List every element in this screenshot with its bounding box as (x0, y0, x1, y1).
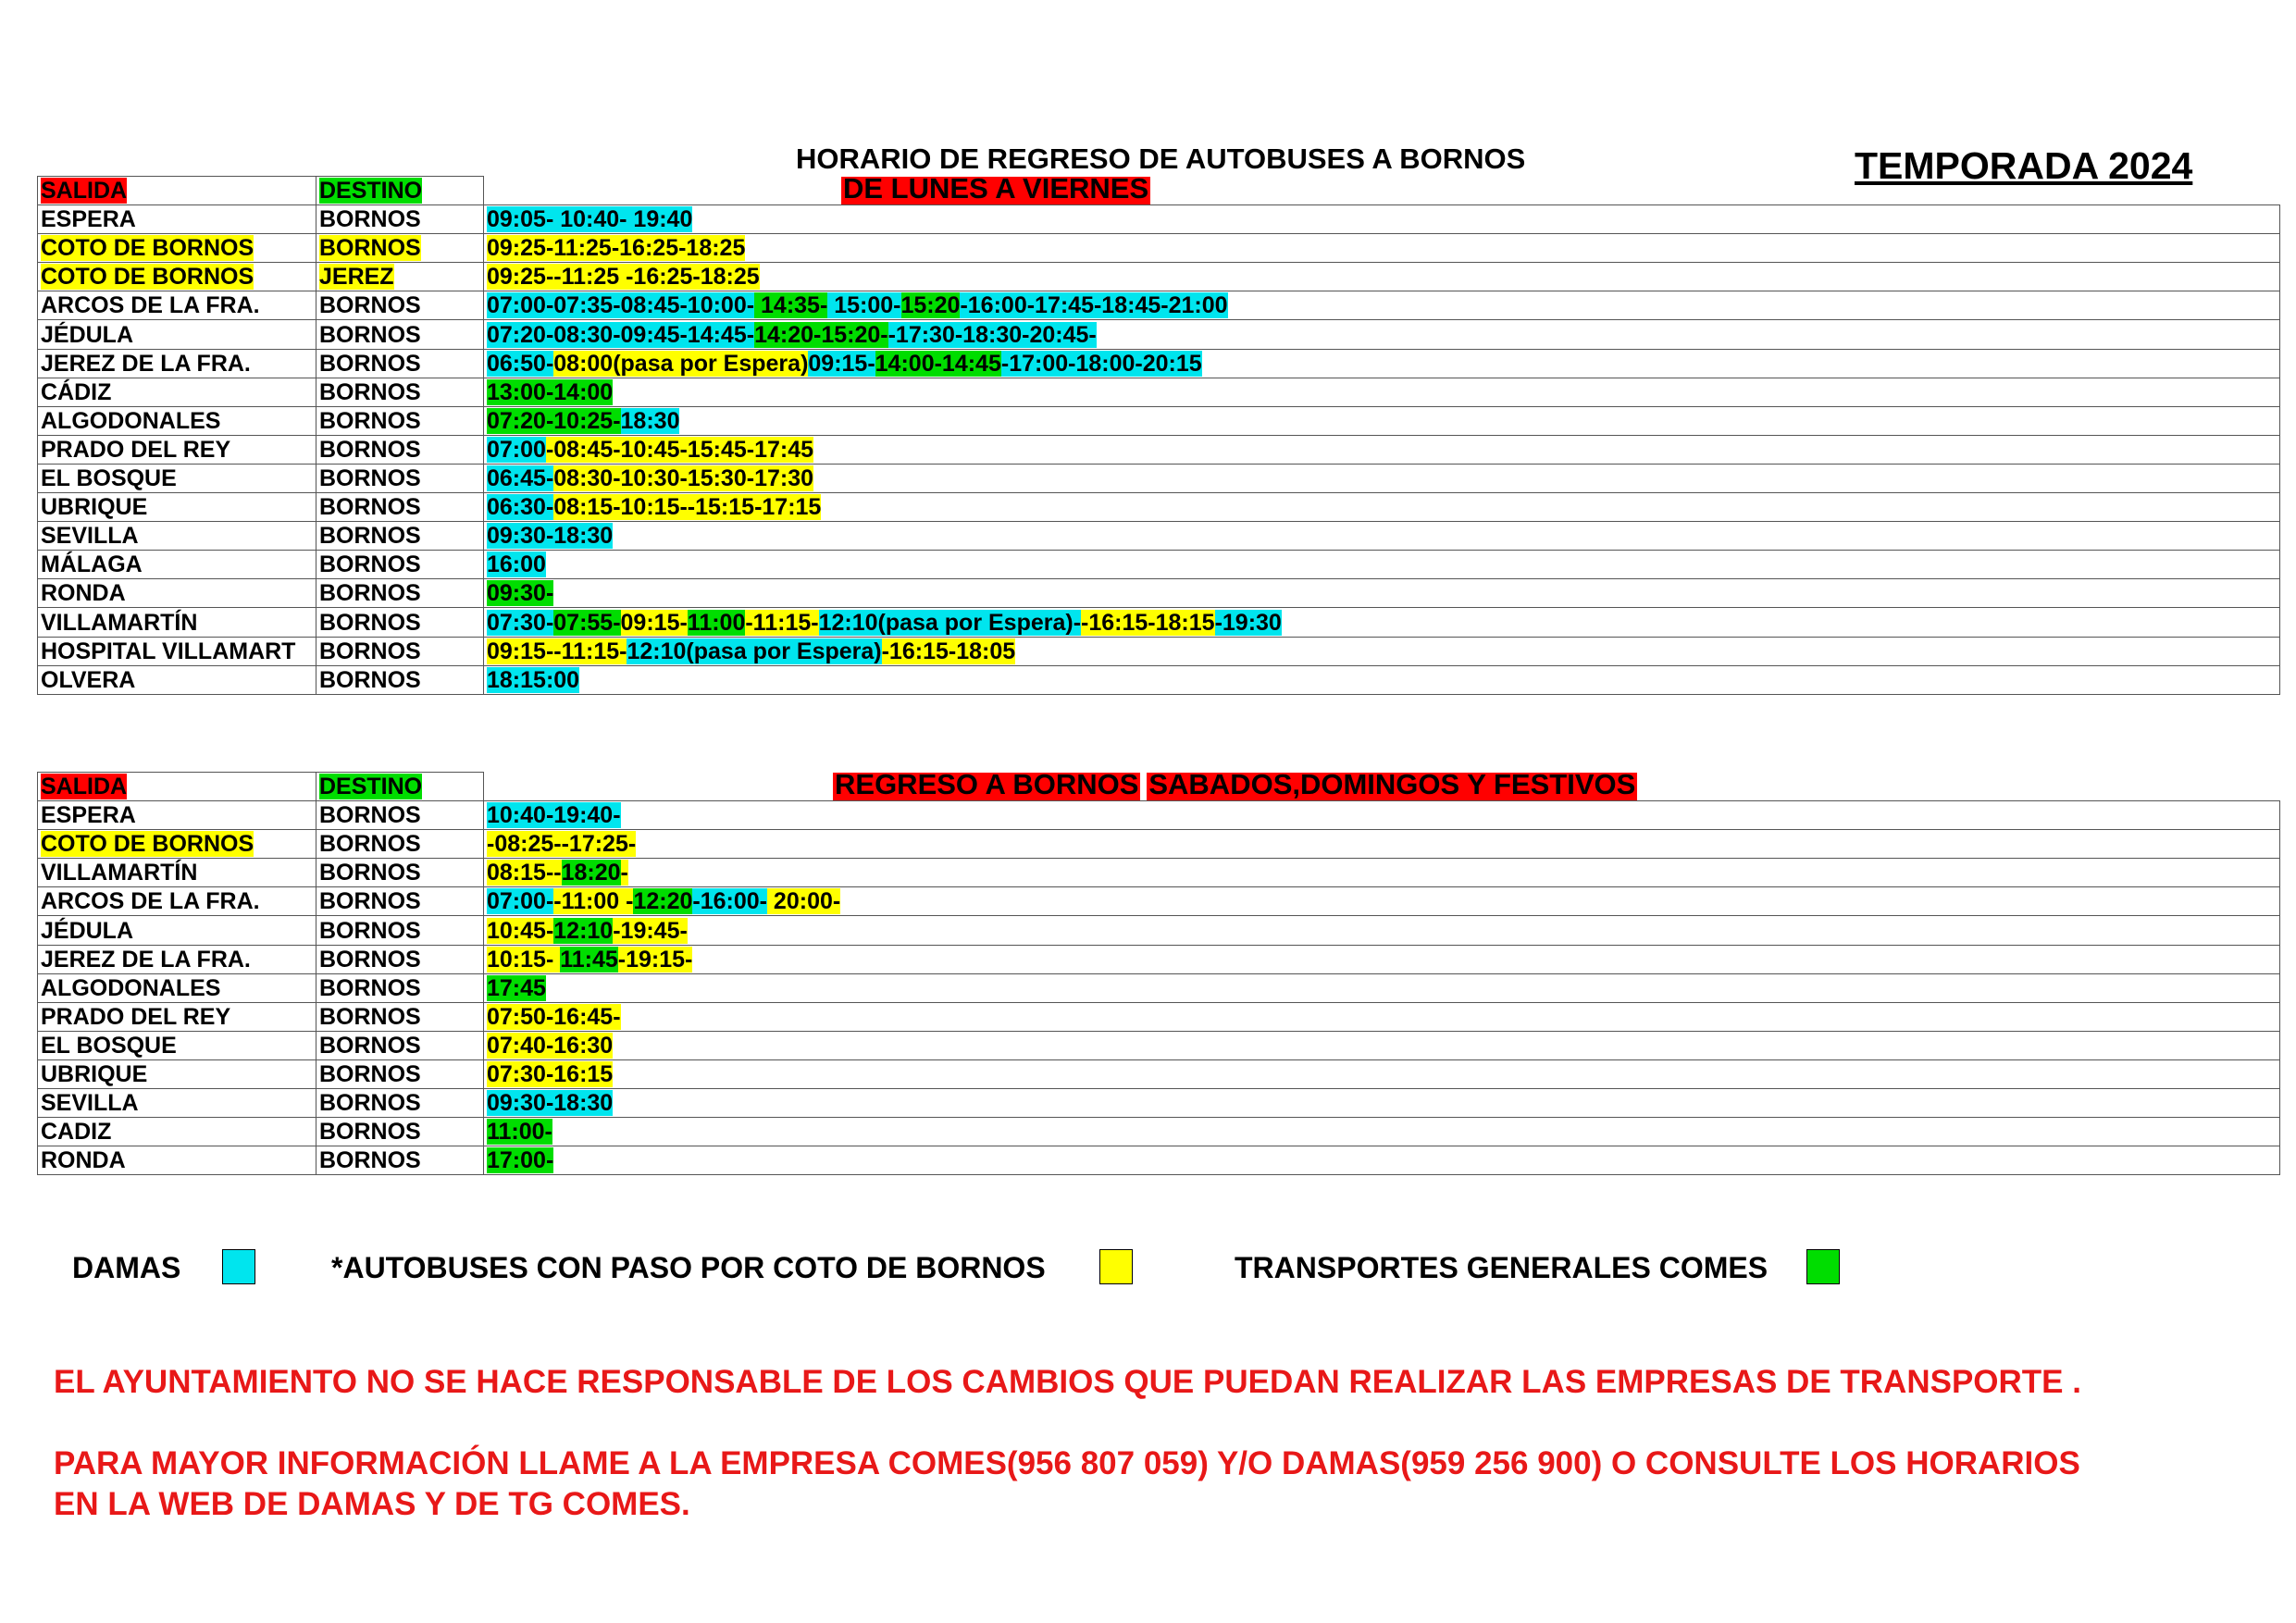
destination-cell: BORNOS (319, 206, 421, 233)
table-row (38, 945, 2280, 973)
disclaimer-note: EL AYUNTAMIENTO NO SE HACE RESPONSABLE DE LOS CAMBIOS QUE PUEDAN REALIZAR LAS EMPRESAS DE TRANSPORTE . (54, 1364, 2081, 1400)
times-cell (484, 1118, 2280, 1146)
time-segment: -08:45-10:45-15:45-17:45 (545, 436, 814, 463)
weekday-band: DE LUNES A VIERNES (841, 177, 1150, 205)
time-segment: -17:30-18:30-20:45- (887, 321, 1097, 348)
destination-cell: BORNOS (319, 1119, 421, 1146)
times-cell (484, 493, 2280, 522)
origin-cell: UBRIQUE (41, 494, 148, 521)
destination-cell: BORNOS (319, 580, 421, 607)
destination-cell: BORNOS (319, 1090, 421, 1117)
origin-cell: ALGODONALES (41, 407, 221, 434)
table-row (38, 887, 2280, 916)
time-segment: 07:00 (487, 436, 546, 463)
times-cell (484, 522, 2280, 551)
origin-cell: JÉDULA (41, 321, 134, 348)
time-segment: -16:00-17:45-18:45-21:00 (960, 292, 1228, 319)
time-segment: -11:00 - (553, 888, 634, 915)
table-row (38, 378, 2280, 406)
weekend-schedule-table (37, 772, 2280, 1175)
time-segment: 06:45- (487, 465, 554, 492)
destination-cell: BORNOS (319, 888, 421, 915)
destination-cell: BORNOS (319, 350, 421, 377)
destination-cell: BORNOS (319, 523, 421, 550)
times-cell (484, 1031, 2280, 1059)
origin-cell: VILLAMARTÍN (41, 609, 198, 636)
destination-cell: BORNOS (319, 860, 421, 886)
time-segment: 08:15-10:15--15:15-17:15 (553, 494, 822, 521)
time-segment: 07:20-08:30-09:45-14:45- (487, 321, 755, 348)
origin-cell: PRADO DEL REY (41, 436, 231, 463)
time-segment: 12:10(pasa por Espera)- (818, 609, 1082, 636)
table-row (38, 406, 2280, 435)
time-segment: 09:25-11:25-16:25-18:25 (487, 235, 746, 262)
origin-cell: ESPERA (41, 802, 136, 829)
time-segment: 10:45- (487, 917, 554, 944)
time-segment: 15:20 (900, 292, 961, 319)
times-cell (484, 1146, 2280, 1175)
time-segment: -16:00- (692, 888, 767, 915)
table-row (38, 320, 2280, 349)
time-segment: 07:20-10:25- (487, 407, 621, 434)
table-row (38, 801, 2280, 830)
weekday-schedule-table (37, 176, 2280, 695)
origin-cell: MÁLAGA (41, 551, 143, 578)
origin-cell: RONDA (41, 580, 126, 607)
destination-cell: BORNOS (319, 666, 421, 693)
destination-cell: BORNOS (319, 436, 421, 463)
destino-header: DESTINO (319, 774, 423, 800)
table-row (38, 205, 2280, 234)
time-segment: 09:15- (620, 609, 688, 636)
origin-cell: OLVERA (41, 666, 136, 693)
origin-cell: COTO DE BORNOS (41, 264, 254, 291)
legend-coto-swatch (1099, 1249, 1133, 1284)
table-row (38, 579, 2280, 608)
times-cell (484, 378, 2280, 406)
info-note-line-2: EN LA WEB DE DAMAS Y DE TG COMES. (54, 1486, 690, 1522)
destination-cell: BORNOS (319, 551, 421, 578)
table-header-row (38, 177, 2280, 205)
time-segment: 14:35- (754, 292, 828, 319)
table-row (38, 493, 2280, 522)
destination-cell: BORNOS (319, 638, 421, 664)
times-cell (484, 1002, 2280, 1031)
page-title: HORARIO DE REGRESO DE AUTOBUSES A BORNOS (796, 142, 1526, 175)
origin-cell: ESPERA (41, 206, 136, 233)
origin-cell: SEVILLA (41, 1090, 139, 1117)
destination-cell: BORNOS (319, 917, 421, 944)
time-segment: - (620, 860, 628, 886)
origin-cell: EL BOSQUE (41, 1032, 177, 1059)
time-segment: 08:30-10:30-15:30-17:30 (553, 465, 814, 492)
time-segment: 09:25--11:25 -16:25-18:25 (487, 264, 760, 291)
table-row (38, 1031, 2280, 1059)
time-segment: 08:00(pasa por Espera) (553, 350, 809, 377)
time-segment: 07:40-16:30 (487, 1032, 614, 1059)
time-segment: 09:30- (487, 580, 554, 607)
times-cell (484, 291, 2280, 320)
time-segment: 17:00- (487, 1147, 554, 1174)
destination-cell: BORNOS (319, 974, 421, 1001)
time-segment: 06:30- (487, 494, 554, 521)
time-segment: 09:15--11:15- (487, 638, 627, 664)
table-row (38, 1118, 2280, 1146)
time-segment: 16:00 (487, 551, 546, 578)
time-segment: 07:30- (487, 609, 554, 636)
origin-cell: PRADO DEL REY (41, 1003, 231, 1030)
salida-header: SALIDA (41, 178, 128, 204)
origin-cell: SEVILLA (41, 523, 139, 550)
origin-cell: CADIZ (41, 1119, 112, 1146)
times-cell (484, 320, 2280, 349)
times-cell (484, 1059, 2280, 1088)
time-segment: 09:15- (808, 350, 875, 377)
table-row (38, 435, 2280, 464)
legend-comes-swatch (1806, 1249, 1840, 1284)
legend-comes-label: TRANSPORTES GENERALES COMES (1235, 1251, 1769, 1284)
time-segment: 10:40-19:40- (487, 802, 621, 829)
table-row (38, 830, 2280, 859)
origin-cell: UBRIQUE (41, 1061, 148, 1088)
table-row (38, 973, 2280, 1002)
times-cell (484, 637, 2280, 665)
table-row (38, 464, 2280, 492)
destination-cell: BORNOS (319, 235, 421, 262)
time-segment: 12:10 (553, 917, 614, 944)
table-row (38, 637, 2280, 665)
times-cell (484, 234, 2280, 263)
destination-cell: BORNOS (319, 292, 421, 319)
time-segment: -16:15-18:05 (881, 638, 1016, 664)
legend-damas-swatch (222, 1249, 255, 1284)
times-cell (484, 887, 2280, 916)
origin-cell: JEREZ DE LA FRA. (41, 350, 251, 377)
times-cell (484, 801, 2280, 830)
origin-cell: JÉDULA (41, 917, 134, 944)
destination-cell: BORNOS (319, 802, 421, 829)
weekend-band-return: REGRESO A BORNOS (833, 773, 1140, 801)
times-cell (484, 973, 2280, 1002)
time-segment: -19:30 (1214, 609, 1282, 636)
time-segment: 18:30 (620, 407, 680, 434)
time-segment: 12:10(pasa por Espera) (627, 638, 882, 664)
time-segment: 07:00-07:35-08:45-10:00- (487, 292, 755, 319)
origin-cell: COTO DE BORNOS (41, 235, 254, 262)
times-cell (484, 830, 2280, 859)
time-segment: 18:15:00 (487, 666, 580, 693)
origin-cell: EL BOSQUE (41, 465, 177, 492)
table-row (38, 234, 2280, 263)
destination-cell: BORNOS (319, 1003, 421, 1030)
table-row (38, 1089, 2280, 1118)
table-row (38, 522, 2280, 551)
origin-cell: COTO DE BORNOS (41, 831, 254, 858)
times-cell (484, 1089, 2280, 1118)
time-segment: 20:00- (766, 888, 841, 915)
destination-cell: BORNOS (319, 494, 421, 521)
time-segment: 07:30-16:15 (487, 1061, 614, 1088)
origin-cell: ALGODONALES (41, 974, 221, 1001)
table-row (38, 1146, 2280, 1175)
time-segment: -11:15- (745, 609, 819, 636)
origin-cell: ARCOS DE LA FRA. (41, 292, 260, 319)
time-segment: 10:15- (487, 946, 561, 973)
times-cell (484, 349, 2280, 378)
table-row (38, 1002, 2280, 1031)
table-row (38, 916, 2280, 945)
time-segment: 14:00-14:45 (875, 350, 1001, 377)
destination-cell: BORNOS (319, 1147, 421, 1174)
table-row (38, 349, 2280, 378)
times-cell (484, 945, 2280, 973)
times-cell (484, 435, 2280, 464)
table-row (38, 551, 2280, 579)
table-row (38, 263, 2280, 291)
times-cell (484, 551, 2280, 579)
destination-cell: BORNOS (319, 465, 421, 492)
times-cell (484, 579, 2280, 608)
time-segment: 12:20 (633, 888, 693, 915)
salida-header: SALIDA (41, 774, 128, 800)
times-cell (484, 665, 2280, 694)
origin-cell: JEREZ DE LA FRA. (41, 946, 251, 973)
destination-cell: BORNOS (319, 946, 421, 973)
destination-cell: BORNOS (319, 321, 421, 348)
time-segment: 07:55- (553, 609, 621, 636)
times-cell (484, 406, 2280, 435)
times-cell (484, 916, 2280, 945)
destination-cell: JEREZ (319, 264, 394, 291)
destination-cell: BORNOS (319, 831, 421, 858)
time-segment: -08:25--17:25- (487, 831, 637, 858)
origin-cell: HOSPITAL VILLAMART (41, 638, 296, 664)
time-segment: -19:15- (617, 946, 693, 973)
table-row (38, 665, 2280, 694)
time-segment: 11:00 (687, 609, 746, 636)
destination-cell: BORNOS (319, 1061, 421, 1088)
table-row (38, 1059, 2280, 1088)
time-segment: 09:30-18:30 (487, 523, 614, 550)
origin-cell: CÁDIZ (41, 378, 112, 405)
time-segment: -16:15-18:15 (1081, 609, 1215, 636)
legend-coto-label: *AUTOBUSES CON PASO POR COTO DE BORNOS (331, 1251, 1046, 1284)
origin-cell: ARCOS DE LA FRA. (41, 888, 260, 915)
destination-cell: BORNOS (319, 1032, 421, 1059)
origin-cell: VILLAMARTÍN (41, 860, 198, 886)
time-segment: 06:50- (487, 350, 554, 377)
destino-header: DESTINO (319, 178, 423, 204)
time-segment: 11:00- (487, 1119, 552, 1146)
time-segment: -19:45- (613, 917, 688, 944)
time-segment: 07:00- (487, 888, 554, 915)
season-title: TEMPORADA 2024 (1855, 144, 2193, 187)
destination-cell: BORNOS (319, 378, 421, 405)
time-segment: 17:45 (487, 974, 546, 1001)
times-cell (484, 263, 2280, 291)
table-row (38, 608, 2280, 637)
table-row (38, 859, 2280, 887)
time-segment: 07:50-16:45- (487, 1003, 621, 1030)
time-segment: 15:00- (827, 292, 901, 319)
info-note-line-1: PARA MAYOR INFORMACIÓN LLAME A LA EMPRESA COMES(956 807 059) Y/O DAMAS(959 256 900) O CONSULTE LOS HORARIOS (54, 1445, 2080, 1481)
time-segment: 08:15-- (487, 860, 562, 886)
times-cell (484, 859, 2280, 887)
time-segment: 14:20-15:20- (754, 321, 888, 348)
time-segment: -17:00-18:00-20:15 (1000, 350, 1202, 377)
time-segment: 09:05- 10:40- 19:40 (487, 206, 693, 233)
times-cell (484, 608, 2280, 637)
weekend-band-days: SABADOS,DOMINGOS Y FESTIVOS (1147, 773, 1637, 801)
destination-cell: BORNOS (319, 609, 421, 636)
legend-damas-label: DAMAS (72, 1251, 181, 1284)
time-segment: 13:00-14:00 (487, 378, 614, 405)
table-header-row (38, 773, 2280, 801)
times-cell (484, 205, 2280, 234)
destination-cell: BORNOS (319, 407, 421, 434)
table-row (38, 291, 2280, 320)
times-cell (484, 464, 2280, 492)
time-segment: 18:20 (561, 860, 621, 886)
time-segment: 09:30-18:30 (487, 1090, 614, 1117)
time-segment: 11:45 (560, 946, 618, 973)
origin-cell: RONDA (41, 1147, 126, 1174)
